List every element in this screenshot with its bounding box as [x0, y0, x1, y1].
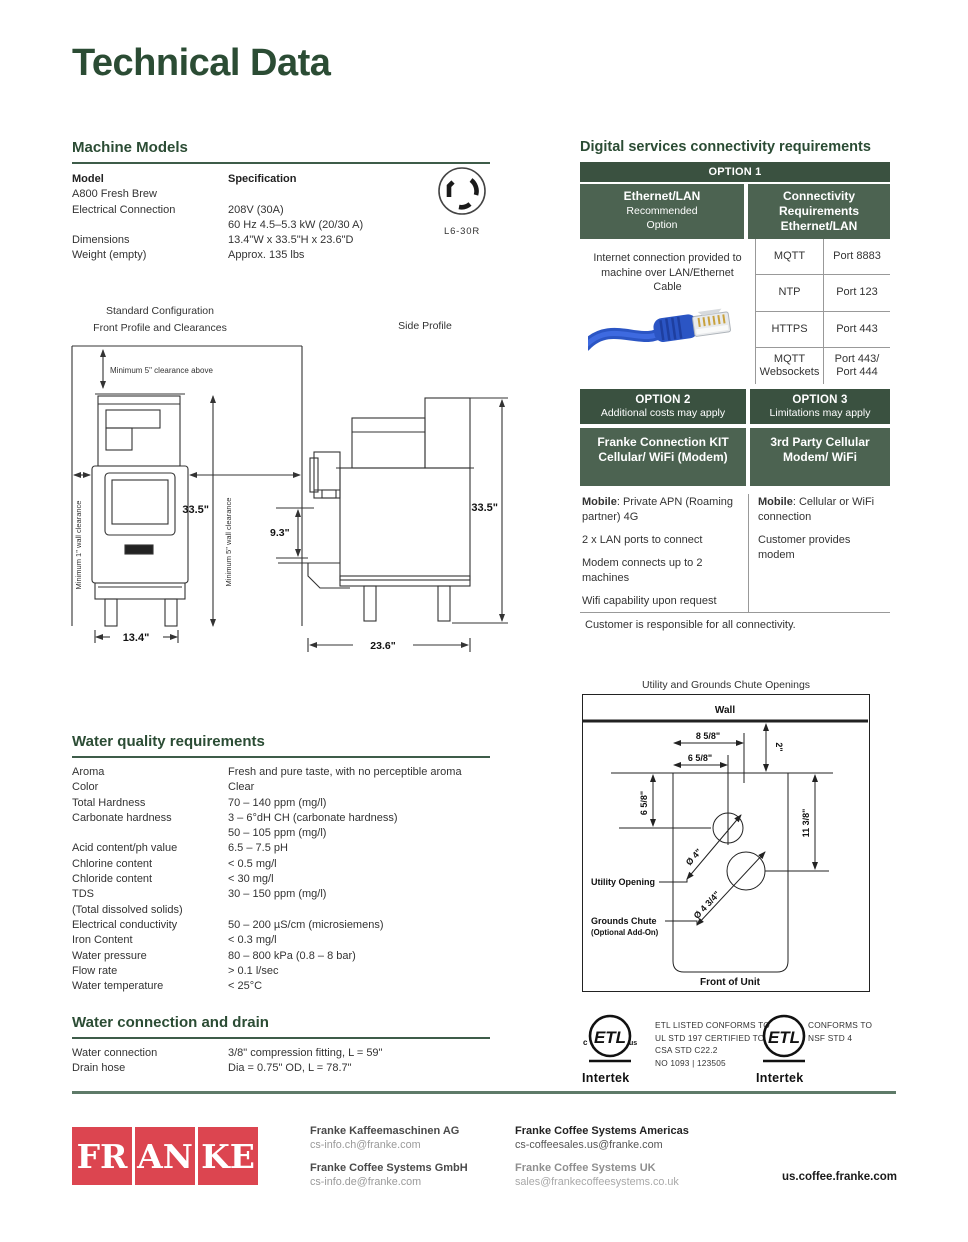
- row-label: Drain hose: [72, 1062, 126, 1075]
- col-specification: Specification: [228, 173, 297, 185]
- company-email: sales@frankecoffeesystems.co.uk: [515, 1176, 679, 1188]
- option-label: Option: [646, 219, 678, 231]
- body-item: Mobile: Private APN (Roaming partner) 4G: [582, 496, 733, 523]
- table-row: [72, 203, 490, 218]
- front-profile-title-line1: Standard Configuration: [106, 305, 214, 317]
- dim-8-5-8: 8 5/8": [695, 731, 721, 741]
- table-row: [72, 887, 490, 902]
- row-label: Water connection: [72, 1047, 158, 1059]
- table-row: [72, 218, 490, 233]
- table-row: [72, 979, 490, 994]
- option2-title: OPTION 2: [635, 394, 691, 406]
- row-value: 3/8" compression fitting, L = 59": [228, 1047, 383, 1059]
- row-value: Approx. 135 lbs: [228, 249, 305, 262]
- row-label: Carbonate hardness: [72, 811, 172, 824]
- row-value: 80 – 800 kPa (0.8 – 8 bar): [228, 949, 356, 962]
- svg-text:ETL: ETL: [767, 1028, 801, 1047]
- table-header-row: [72, 172, 490, 187]
- table-row: [72, 964, 490, 979]
- plug-type-label: L6-30R: [444, 226, 480, 237]
- column-divider: [748, 494, 749, 612]
- ethernet-lan-title: Ethernet/LAN: [623, 189, 701, 203]
- wall-clearance-left-label: Minimum 1" wall clearance: [74, 500, 83, 590]
- nsf-cert-text: [808, 1019, 898, 1044]
- row-label: [72, 218, 228, 233]
- cert-line: ETL LISTED CONFORMS TO: [655, 1020, 770, 1030]
- company-email: cs-info.ch@franke.com: [310, 1139, 421, 1151]
- row-label: Electrical Connection: [72, 203, 176, 216]
- franke-logo-segment: KE: [198, 1127, 258, 1185]
- connectivity-heading: Digital services connectivity requirements: [580, 139, 871, 155]
- row-label: Flow rate: [72, 964, 118, 977]
- body-item: 2 x LAN ports to connect: [582, 534, 703, 546]
- body-item: Customer provides modem: [758, 534, 851, 561]
- etl-logo-icon: [582, 1012, 638, 1066]
- table-row: [72, 903, 490, 918]
- row-value: < 25°C: [228, 980, 263, 993]
- row-value: < 30 mg/l: [228, 873, 274, 886]
- chute-diagram-title: Utility and Grounds Chute Openings: [641, 679, 811, 691]
- row-label: Color: [72, 781, 99, 794]
- front-profile-title-line2: Front Profile and Clearances: [93, 321, 227, 334]
- water-connection-heading: Water connection and drain: [72, 1014, 490, 1039]
- page-title: Technical Data: [72, 42, 331, 84]
- row-label: Water temperature: [72, 980, 164, 993]
- table-row: [72, 811, 490, 826]
- protocol-cell: MQTT Websockets: [756, 348, 824, 384]
- option2-cell: Franke Connection KIT Cellular/ WiFi (Modem): [580, 428, 746, 486]
- row-value: 60 Hz 4.5–5.3 kW (20/30 A): [228, 218, 364, 231]
- row-label: TDS: [72, 888, 94, 901]
- table-row: [72, 187, 490, 202]
- row-label: Chloride content: [72, 873, 153, 886]
- row-value: < 0.5 mg/l: [228, 857, 277, 870]
- front-of-unit-label: Front of Unit: [700, 977, 760, 988]
- row-label: Chlorine content: [72, 857, 153, 870]
- dim-2: 2": [774, 742, 784, 752]
- option3-cell: 3rd Party Cellular Modem/ WiFi: [750, 428, 890, 486]
- body-item: Wifi capability upon request: [582, 595, 717, 607]
- cert-line: NSF STD 4: [808, 1032, 853, 1043]
- recommended-label: Recommended: [626, 205, 698, 217]
- svg-text:ETL: ETL: [593, 1028, 627, 1047]
- option3-subtitle: Limitations may apply: [769, 407, 871, 419]
- l6-30r-plug-icon: [434, 166, 490, 218]
- cert-line: NO 1093 | 123505: [655, 1057, 726, 1068]
- company-name: Franke Kaffeemaschinen AG: [310, 1125, 460, 1137]
- table-row: [72, 1061, 490, 1076]
- option1-bar: OPTION 1: [580, 162, 890, 182]
- row-label: Acid content/ph value: [72, 842, 178, 855]
- side-height-dim: 33.5": [471, 502, 498, 514]
- connectivity-requirements-title: Connectivity Requirements Ethernet/LAN: [778, 189, 860, 233]
- company-email: cs-coffeesales.us@franke.com: [515, 1139, 663, 1151]
- franke-logo-segment: FR: [72, 1127, 132, 1185]
- option2-bar: [580, 389, 746, 424]
- option1-body: [580, 239, 890, 384]
- row-label: Total Hardness: [72, 796, 146, 809]
- row-value: 50 – 200 µS/cm (microsiemens): [228, 918, 384, 931]
- option3-column: [750, 389, 890, 617]
- option2-body: [580, 486, 746, 617]
- body-item: Mobile: Cellular or WiFi connection: [758, 496, 875, 523]
- website-url: us.coffee.franke.com: [781, 1171, 897, 1183]
- option1-table: [580, 162, 890, 384]
- dim-6-5-8-left: 6 5/8": [639, 790, 649, 816]
- ports-table: [755, 239, 890, 384]
- svg-text:us: us: [629, 1040, 638, 1047]
- row-label: Dimensions: [72, 234, 130, 247]
- row-value: < 0.3 mg/l: [228, 934, 277, 947]
- row-value: Fresh and pure taste, with no perceptible aroma: [228, 766, 462, 778]
- utility-opening-label: Utility Opening: [591, 877, 655, 887]
- dia-grounds-label: Ø 4 3/4": [691, 889, 722, 921]
- company-name: Franke Coffee Systems UK: [515, 1162, 656, 1174]
- company-name: Franke Coffee Systems Americas: [515, 1125, 689, 1137]
- option1-left-header: [580, 184, 744, 239]
- table-row: [72, 857, 490, 872]
- connectivity-footnote: Customer is responsible for all connectivity.: [585, 619, 796, 631]
- cert-line: CONFORMS TO: [808, 1020, 873, 1030]
- table-row: [72, 796, 490, 811]
- footer-divider: [72, 1091, 896, 1094]
- option23-table: [580, 389, 890, 617]
- optional-addon-label: (Optional Add-On): [591, 928, 659, 937]
- footer-contacts-eu: [310, 1124, 505, 1198]
- row-value: 70 – 140 ppm (mg/l): [228, 796, 327, 809]
- port-row: [756, 275, 890, 311]
- port-row: [756, 239, 890, 275]
- table-row: [72, 1046, 490, 1061]
- dia-utility-label: Ø 4": [683, 846, 704, 868]
- row-value: Clear: [228, 781, 255, 794]
- table-row: [72, 872, 490, 887]
- side-spout-dim: 9.3": [270, 527, 290, 539]
- cert-line: UL STD 197 CERTIFIED TO: [655, 1032, 765, 1043]
- protocol-cell: HTTPS: [756, 312, 824, 347]
- row-value: 3 – 6°dH CH (carbonate hardness): [228, 811, 398, 824]
- internet-connection-note: Internet connection provided to machine over LAN/Ethernet Cable: [593, 252, 742, 293]
- dim-11-3-8: 11 3/8": [801, 808, 811, 838]
- protocol-cell: NTP: [756, 275, 824, 310]
- ethernet-cable-icon: [588, 291, 740, 365]
- row-label: Weight (empty): [72, 249, 147, 262]
- port-cell: Port 443: [836, 322, 878, 335]
- grounds-chute-label: Grounds Chute: [591, 916, 657, 926]
- front-profile-title: [76, 303, 244, 336]
- water-quality-heading: Water quality requirements: [72, 733, 490, 758]
- franke-logo-segment: AN: [135, 1127, 195, 1185]
- row-label: Electrical conductivity: [72, 918, 178, 931]
- front-height-dim: 33.5": [182, 504, 209, 516]
- row-value: 30 – 150 ppm (mg/l): [228, 888, 327, 901]
- table-row: [72, 918, 490, 933]
- table-row: [72, 765, 490, 780]
- side-depth-dim: 23.6": [370, 640, 396, 652]
- row-value: Dia = 0.75" OD, L = 78.7": [228, 1062, 352, 1075]
- port-cell: Port 8883: [833, 250, 881, 263]
- clearance-above-label: Minimum 5" clearance above: [110, 366, 213, 375]
- port-cell: Port 443/ Port 444: [834, 352, 880, 378]
- franke-logo: [72, 1127, 258, 1185]
- intertek-label: Intertek: [582, 1071, 630, 1085]
- front-width-dim: 13.4": [122, 632, 150, 644]
- row-label: Aroma: [72, 766, 105, 778]
- etl-sanitation-mark: [756, 1012, 812, 1085]
- option3-bar: [750, 389, 890, 424]
- footer-contacts-intl: [515, 1124, 715, 1198]
- table-row: [72, 826, 490, 841]
- option3-body: [750, 486, 890, 571]
- port-cell: Port 123: [836, 286, 878, 299]
- port-row: [756, 312, 890, 348]
- table-row: [72, 933, 490, 948]
- table-row: [72, 248, 490, 263]
- option1-right-header: [748, 184, 890, 239]
- row-value: > 0.1 l/sec: [228, 964, 279, 977]
- row-label: [72, 826, 228, 841]
- side-profile-title: Side Profile: [398, 320, 452, 332]
- dim-6-5-8-top: 6 5/8": [687, 753, 713, 763]
- row-label: A800 Fresh Brew: [72, 188, 157, 201]
- company-name: Franke Coffee Systems GmbH: [310, 1162, 468, 1174]
- protocol-cell: MQTT: [756, 239, 824, 274]
- row-label: Iron Content: [72, 934, 133, 947]
- row-label: (Total dissolved solids): [72, 903, 183, 916]
- row-value: 13.4"W x 33.5"H x 23.6"D: [228, 234, 354, 247]
- table-row: [72, 841, 490, 856]
- svg-text:c: c: [583, 1038, 588, 1047]
- water-connection-table: [72, 1046, 490, 1077]
- intertek-label: Intertek: [756, 1071, 804, 1085]
- machine-models-heading: Machine Models: [72, 139, 490, 164]
- side-profile-drawing: [268, 386, 516, 662]
- chute-diagram-drawing: [583, 695, 868, 990]
- table-row: [72, 233, 490, 248]
- row-value: 50 – 105 ppm (mg/l): [228, 827, 327, 840]
- option2-subtitle: Additional costs may apply: [600, 407, 726, 419]
- table-row: [72, 949, 490, 964]
- chute-diagram: [582, 694, 870, 992]
- wall-label: Wall: [714, 705, 736, 716]
- machine-models-table: [72, 172, 490, 264]
- table-row: [72, 780, 490, 795]
- row-value: [228, 903, 490, 918]
- company-email: cs-info.de@franke.com: [310, 1176, 422, 1188]
- etl-listed-mark: [582, 1012, 638, 1085]
- water-quality-table: [72, 765, 490, 994]
- cert-line: CSA STD C22.2: [655, 1045, 718, 1056]
- wall-clearance-right-label: Minimum 5" wall clearance: [224, 497, 233, 587]
- option2-column: [580, 389, 746, 617]
- option3-title: OPTION 3: [792, 394, 848, 406]
- port-row: [756, 348, 890, 384]
- etl-logo-icon: [756, 1012, 812, 1066]
- body-item: Modem connects up to 2 machines: [582, 557, 703, 584]
- row-label: Water pressure: [72, 949, 147, 962]
- row-value: 208V (30A): [228, 203, 284, 216]
- table-bottom-rule: [580, 612, 890, 613]
- col-model: Model: [72, 173, 104, 185]
- power-plug-receptacle: [434, 166, 490, 237]
- row-value: 6.5 – 7.5 pH: [228, 842, 288, 855]
